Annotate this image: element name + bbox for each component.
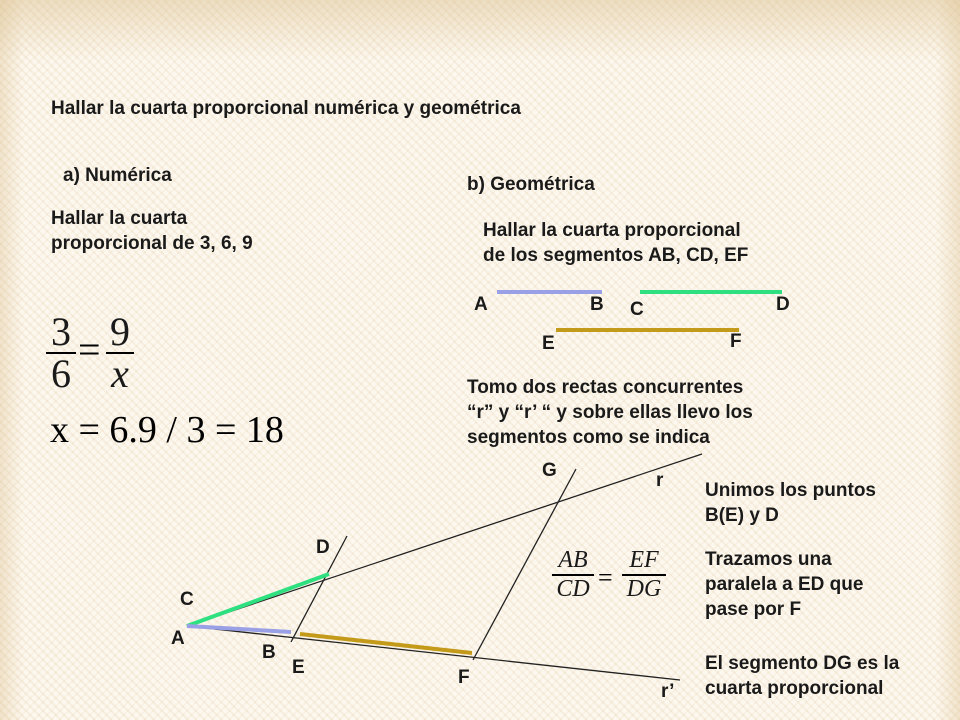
proportion-equals: =	[598, 563, 613, 592]
step-2-line-1: Trazamos una	[705, 549, 832, 570]
step-2-line-2: paralela a ED que	[705, 574, 864, 595]
eq1-numerator-right: 9	[110, 309, 130, 354]
label-e: E	[542, 333, 555, 354]
numeric-heading: a) Numérica	[63, 165, 172, 186]
construction-label-r-prime: r’	[661, 681, 675, 702]
eq1-equals: =	[78, 327, 101, 372]
page-title: Hallar la cuarta proporcional numérica y geométrica	[51, 98, 521, 119]
method-line-1: Tomo dos rectas concurrentes	[467, 377, 744, 398]
step-3-line-2: cuarta proporcional	[705, 678, 884, 699]
construction-segment-ef	[300, 634, 472, 653]
construction-segment-cd	[187, 574, 329, 626]
method-line-3: segmentos como se indica	[467, 427, 710, 448]
step-2-line-3: pase por F	[705, 599, 802, 620]
proportion-denominator-left: CD	[556, 576, 590, 602]
numeric-equation-2: x = 6.9 / 3 = 18	[50, 409, 284, 451]
proportion-numerator-right: EF	[629, 547, 659, 573]
step-3	[705, 651, 899, 701]
label-c: C	[630, 299, 644, 320]
construction-label-b: B	[262, 642, 276, 663]
geometric-method	[467, 375, 753, 450]
construction-label-g: G	[542, 460, 557, 481]
geometric-statement-line-1: Hallar la cuarta proporcional	[483, 220, 741, 241]
step-1	[705, 478, 876, 528]
line-r-prime	[187, 626, 680, 680]
method-line-2: “r” y “r’ “ y sobre ellas llevo los	[467, 402, 753, 423]
construction-label-r: r	[656, 470, 664, 491]
fraction-ab-over-cd	[552, 547, 594, 603]
label-b: B	[590, 294, 604, 315]
label-a: A	[474, 294, 488, 315]
construction-label-d: D	[316, 537, 330, 558]
label-d: D	[776, 294, 790, 315]
step-3-line-1: El segmento DG es la	[705, 653, 900, 674]
proportion-numerator-left: AB	[558, 547, 588, 573]
eq1-denominator-left: 6	[51, 351, 71, 396]
fraction-ef-over-dg	[622, 547, 666, 603]
construction-label-c: C	[180, 589, 194, 610]
eq1-numerator-left: 3	[51, 309, 71, 354]
geometric-statement-line-2: de los segmentos AB, CD, EF	[483, 245, 749, 266]
geometric-heading: b) Geométrica	[467, 174, 595, 195]
construction-label-e: E	[292, 657, 305, 678]
numeric-statement-line-2: proporcional de 3, 6, 9	[51, 233, 253, 254]
proportion-denominator-right: DG	[626, 576, 662, 602]
eq1-denominator-right: x	[111, 351, 129, 396]
step-1-line-2: B(E) y D	[705, 505, 779, 526]
construction-label-f: F	[458, 667, 470, 688]
label-f: F	[730, 331, 742, 352]
numeric-statement-line-1: Hallar la cuarta	[51, 208, 188, 229]
step-2	[705, 547, 863, 622]
step-1-line-1: Unimos los puntos	[705, 480, 876, 501]
construction-label-a: A	[171, 628, 185, 649]
